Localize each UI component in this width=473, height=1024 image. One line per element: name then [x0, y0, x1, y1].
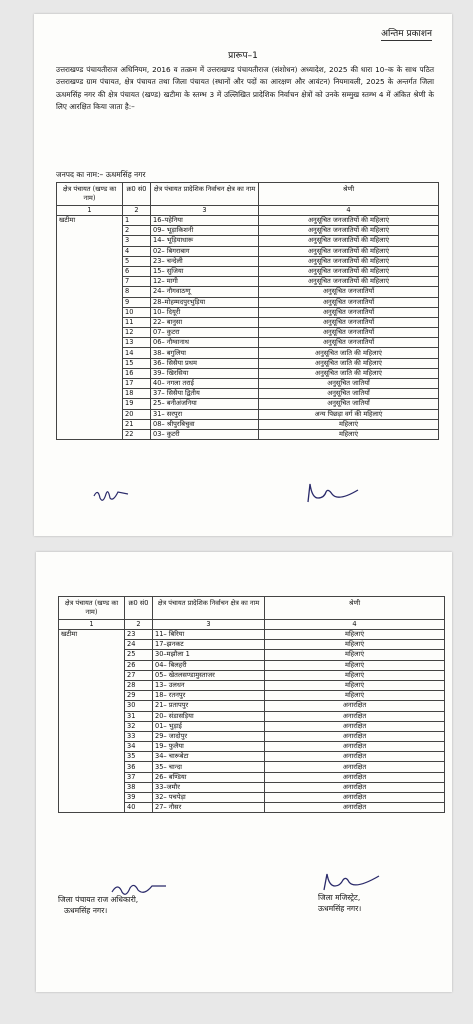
table-row	[57, 307, 439, 317]
table-row	[57, 277, 439, 287]
category-cell: अनारक्षित	[265, 803, 445, 813]
serial-cell: 22	[123, 429, 151, 439]
block-cell	[57, 307, 123, 317]
serial-cell: 15	[123, 358, 151, 368]
constituency-cell: 14– भूड़ियाधारू	[151, 236, 259, 246]
category-cell: अनुसूचित जनजातियों की महिलाएं	[259, 277, 439, 287]
col-number: 4	[259, 206, 439, 216]
constituency-cell: 03– कुटरी	[151, 429, 259, 439]
category-cell: अनारक्षित	[265, 701, 445, 711]
table-row	[59, 782, 445, 792]
table-row	[57, 236, 439, 246]
serial-cell: 24	[125, 640, 153, 650]
category-cell: अनारक्षित	[265, 793, 445, 803]
category-cell: महिलाएं	[265, 640, 445, 650]
right-signature-page-1	[302, 478, 362, 508]
constituency-cell: 30–मझौला 1	[153, 650, 265, 660]
col-number: 3	[153, 620, 265, 630]
table-row	[59, 752, 445, 762]
serial-cell: 37	[125, 772, 153, 782]
table-row	[57, 348, 439, 358]
block-cell	[59, 752, 125, 762]
serial-cell: 11	[123, 317, 151, 327]
constituency-cell: 35– चान्दा	[153, 762, 265, 772]
table-row	[57, 317, 439, 327]
block-cell	[57, 409, 123, 419]
serial-cell: 18	[123, 389, 151, 399]
category-cell: अनुसूचित जातियाँ	[259, 389, 439, 399]
header-serial: क्र0 सं0	[123, 183, 151, 206]
block-cell	[57, 419, 123, 429]
header-category: श्रेणी	[265, 597, 445, 620]
table-row	[59, 803, 445, 813]
category-cell: महिलाएं	[265, 670, 445, 680]
table-row	[59, 670, 445, 680]
table-row	[59, 772, 445, 782]
constituency-cell: 02– बिगराबाग	[151, 246, 259, 256]
category-cell: महिलाएं	[265, 660, 445, 670]
constituency-cell: 08– श्रीपुरबिचुवा	[151, 419, 259, 429]
category-cell: अनारक्षित	[265, 711, 445, 721]
serial-cell: 23	[125, 630, 153, 640]
category-cell: अनुसूचित जनजातियाँ	[259, 338, 439, 348]
serial-cell: 36	[125, 762, 153, 772]
col-number: 2	[123, 206, 151, 216]
table-row	[59, 793, 445, 803]
header-category: श्रेणी	[259, 183, 439, 206]
constituency-cell: 32– पचपेड़ा	[153, 793, 265, 803]
block-cell	[59, 803, 125, 813]
table-row	[57, 409, 439, 419]
officer-right-designation	[318, 892, 361, 914]
serial-cell: 35	[125, 752, 153, 762]
category-cell: अनुसूचित जनजातियाँ	[259, 287, 439, 297]
category-cell: अनुसूचित जातियाँ	[259, 379, 439, 389]
block-cell	[57, 256, 123, 266]
category-cell: महिलाएं	[265, 630, 445, 640]
serial-cell: 7	[123, 277, 151, 287]
category-cell: अनुसूचित जाति की महिलाएं	[259, 358, 439, 368]
constituency-cell: 29– जादोपुर	[153, 731, 265, 741]
block-cell	[57, 266, 123, 276]
table-row	[57, 389, 439, 399]
block-cell	[59, 762, 125, 772]
table-row	[57, 246, 439, 256]
block-cell	[59, 680, 125, 690]
serial-cell: 27	[125, 670, 153, 680]
block-cell	[59, 670, 125, 680]
table-row	[59, 650, 445, 660]
draft-title: प्रारूप–1	[228, 51, 258, 61]
constituency-cell: 17–झनकट	[153, 640, 265, 650]
serial-cell: 25	[125, 650, 153, 660]
block-cell	[57, 246, 123, 256]
constituency-cell: 12– मागी	[151, 277, 259, 287]
constituency-cell: 38– बगुलिया	[151, 348, 259, 358]
table-row	[59, 680, 445, 690]
constituency-cell: 25– बनीअंजनिया	[151, 399, 259, 409]
constituency-cell: 21– प्रतापपुर	[153, 701, 265, 711]
col-number: 4	[265, 620, 445, 630]
constituency-cell: 31– सरपुरा	[151, 409, 259, 419]
serial-cell: 38	[125, 782, 153, 792]
serial-cell: 34	[125, 742, 153, 752]
table-row	[57, 338, 439, 348]
category-cell: अनुसूचित जनजातियों की महिलाएं	[259, 226, 439, 236]
constituency-cell: 09– भूड़ाकिशनी	[151, 226, 259, 236]
serial-cell: 30	[125, 701, 153, 711]
table-row	[59, 711, 445, 721]
category-cell: महिलाएं	[265, 650, 445, 660]
constituency-cell: 16–पहेनिया	[151, 216, 259, 226]
block-cell	[57, 328, 123, 338]
table-row	[57, 429, 439, 439]
constituency-cell: 07– कुटरा	[151, 328, 259, 338]
table-row	[59, 701, 445, 711]
table-row	[57, 328, 439, 338]
table-header-row	[59, 597, 445, 620]
block-cell	[59, 782, 125, 792]
column-number-row	[57, 206, 439, 216]
officer-left-line2: ऊधमसिंह नगर।	[64, 906, 108, 915]
constituency-cell: 40– नगला तराई	[151, 379, 259, 389]
serial-cell: 12	[123, 328, 151, 338]
block-cell	[59, 701, 125, 711]
col-number: 1	[59, 620, 125, 630]
table-row	[57, 216, 439, 226]
serial-cell: 39	[125, 793, 153, 803]
serial-cell: 5	[123, 256, 151, 266]
block-cell	[59, 691, 125, 701]
col-number: 3	[151, 206, 259, 216]
district-label: जनपद का नाम:– ऊधमसिंह नगर	[56, 170, 146, 179]
table-row	[59, 762, 445, 772]
header-constituency: क्षेत्र पंचायत प्रादेशिक निर्वाचन क्षेत्र का नाम	[151, 183, 259, 206]
category-cell: महिलाएं	[259, 419, 439, 429]
left-signature-page-1	[92, 484, 132, 504]
table-body-page-1	[57, 216, 439, 440]
constituency-cell: 36– सिसैया प्रथम	[151, 358, 259, 368]
block-cell	[57, 348, 123, 358]
constituency-cell: 22– बानुसा	[151, 317, 259, 327]
category-cell: अनुसूचित जनजातियाँ	[259, 328, 439, 338]
category-cell: अनुसूचित जनजातियों की महिलाएं	[259, 256, 439, 266]
block-cell	[57, 368, 123, 378]
constituency-cell: 26– बण्डिया	[153, 772, 265, 782]
category-cell: अनुसूचित जनजातियाँ	[259, 297, 439, 307]
document-page-2	[36, 552, 452, 992]
constituency-cell: 37– सिसैया द्वितीय	[151, 389, 259, 399]
header-constituency: क्षेत्र पंचायत प्रादेशिक निर्वाचन क्षेत्र का नाम	[153, 597, 265, 620]
table-row	[59, 731, 445, 741]
block-cell	[59, 731, 125, 741]
table-row	[59, 721, 445, 731]
block-cell	[57, 287, 123, 297]
category-cell: महिलाएं	[265, 680, 445, 690]
constituency-cell: 24– नौगवाठग्गू	[151, 287, 259, 297]
serial-cell: 16	[123, 368, 151, 378]
reservation-table-page-2	[58, 596, 445, 813]
category-cell: अनारक्षित	[265, 742, 445, 752]
category-cell: अनुसूचित जातियाँ	[259, 399, 439, 409]
table-row	[57, 399, 439, 409]
category-cell: अनुसूचित जनजातियों की महिलाएं	[259, 236, 439, 246]
header-block: क्षेत्र पंचायत (खण्ड का नाम)	[57, 183, 123, 206]
constituency-cell: 23– चन्देली	[151, 256, 259, 266]
officer-right-line1: जिला मजिस्ट्रेट,	[318, 893, 361, 902]
category-cell: महिलाएं	[265, 691, 445, 701]
serial-cell: 31	[125, 711, 153, 721]
serial-cell: 3	[123, 236, 151, 246]
serial-cell: 33	[125, 731, 153, 741]
constituency-cell: 05– खेतलसण्डामुस्ताजर	[153, 670, 265, 680]
serial-cell: 26	[125, 660, 153, 670]
serial-cell: 6	[123, 266, 151, 276]
category-cell: अनारक्षित	[265, 731, 445, 741]
serial-cell: 4	[123, 246, 151, 256]
constituency-cell: 04– बिलहरी	[153, 660, 265, 670]
table-row	[59, 630, 445, 640]
serial-cell: 21	[123, 419, 151, 429]
block-cell	[59, 772, 125, 782]
officer-left-designation	[58, 894, 138, 916]
header-block: क्षेत्र पंचायत (खण्ड का नाम)	[59, 597, 125, 620]
block-cell	[59, 742, 125, 752]
category-cell: अनारक्षित	[265, 721, 445, 731]
constituency-cell: 39– खिरसिया	[151, 368, 259, 378]
document-page-1	[34, 14, 452, 536]
category-cell: अनुसूचित जनजातियाँ	[259, 317, 439, 327]
constituency-cell: 10– दियूरी	[151, 307, 259, 317]
constituency-cell: 18– रतनपुर	[153, 691, 265, 701]
category-cell: अनुसूचित जाति की महिलाएं	[259, 348, 439, 358]
block-cell	[57, 429, 123, 439]
constituency-cell: 19– फुलैया	[153, 742, 265, 752]
table-row	[57, 368, 439, 378]
col-number: 1	[57, 206, 123, 216]
header-serial: क्र0 सं0	[125, 597, 153, 620]
block-cell	[59, 793, 125, 803]
category-cell: अन्य पिछड़ा वर्ग की महिलाएं	[259, 409, 439, 419]
block-cell	[57, 338, 123, 348]
table-row	[59, 691, 445, 701]
category-cell: अनुसूचित जाति की महिलाएं	[259, 368, 439, 378]
block-cell	[57, 389, 123, 399]
table-row	[57, 419, 439, 429]
constituency-cell: 27– नौसर	[153, 803, 265, 813]
block-cell	[57, 399, 123, 409]
table-row	[57, 256, 439, 266]
serial-cell: 2	[123, 226, 151, 236]
block-cell	[59, 711, 125, 721]
serial-cell: 1	[123, 216, 151, 226]
block-cell	[59, 650, 125, 660]
constituency-cell: 01– भुड़ाई	[153, 721, 265, 731]
category-cell: अनारक्षित	[265, 762, 445, 772]
table-row	[59, 640, 445, 650]
final-publication-label: अन्तिम प्रकाशन	[381, 26, 432, 41]
table-row	[59, 660, 445, 670]
constituency-cell: 33–जमौर	[153, 782, 265, 792]
column-number-row	[59, 620, 445, 630]
serial-cell: 19	[123, 399, 151, 409]
table-row	[57, 226, 439, 236]
col-number: 2	[125, 620, 153, 630]
table-row	[59, 742, 445, 752]
table-row	[57, 297, 439, 307]
serial-cell: 20	[123, 409, 151, 419]
serial-cell: 14	[123, 348, 151, 358]
notice-paragraph: उत्तराखण्ड पंचायतीराज अधिनियम, 2016 व तत्क्रम में उत्तराखण्ड पंचायतीराज (संशोधन) अध्यादेश, 2025 की धारा 10–क के साथ पठित उत्तराखण्ड ग्राम पंचायत, क्षेत्र पंचायत तथा जिला पंचायत (स्थानों और पदों का आरक्षण और आवंटन) नियमावली, 2025 के अन्तर्गत जिला ऊधमसिंह नगर की क्षेत्र पंचायत (खण्ड) खटीमा के स्तम्भ 3 में उल्लिखित प्रादेशिक निर्वाचन क्षेत्रों को उनके सम्मुख स्तम्भ 4 में अंकित श्रेणी के लिए आरक्षित किया जाता है:–	[56, 65, 434, 111]
category-cell: अनारक्षित	[265, 782, 445, 792]
category-cell: अनुसूचित जनजातियों की महिलाएं	[259, 246, 439, 256]
block-cell	[57, 277, 123, 287]
category-cell: अनुसूचित जनजातियों की महिलाएं	[259, 216, 439, 226]
serial-cell: 9	[123, 297, 151, 307]
category-cell: अनारक्षित	[265, 772, 445, 782]
block-cell	[57, 358, 123, 368]
constituency-cell: 11– बिरिया	[153, 630, 265, 640]
block-cell	[57, 379, 123, 389]
serial-cell: 28	[125, 680, 153, 690]
serial-cell: 29	[125, 691, 153, 701]
table-row	[57, 266, 439, 276]
block-cell	[57, 236, 123, 246]
serial-cell: 32	[125, 721, 153, 731]
officer-right-line2: ऊधमसिंह नगर।	[318, 904, 362, 913]
constituency-cell: 34– चारूबेटा	[153, 752, 265, 762]
serial-cell: 13	[123, 338, 151, 348]
block-cell: खटीमा	[59, 630, 125, 640]
constituency-cell: 15– सुजिया	[151, 266, 259, 276]
table-row	[57, 379, 439, 389]
block-cell	[59, 721, 125, 731]
serial-cell: 8	[123, 287, 151, 297]
constituency-cell: 20– संडासड़िया	[153, 711, 265, 721]
serial-cell: 10	[123, 307, 151, 317]
block-cell	[57, 317, 123, 327]
category-cell: अनुसूचित जनजातियाँ	[259, 307, 439, 317]
table-body-page-2	[59, 630, 445, 813]
serial-cell: 40	[125, 803, 153, 813]
constituency-cell: 06– नौग्वानाथ	[151, 338, 259, 348]
constituency-cell: 13– उलधन	[153, 680, 265, 690]
right-signature-page-2	[320, 868, 382, 894]
category-cell: महिलाएं	[259, 429, 439, 439]
category-cell: अनारक्षित	[265, 752, 445, 762]
table-header-row	[57, 183, 439, 206]
block-cell	[59, 640, 125, 650]
block-cell: खटीमा	[57, 216, 123, 226]
table-row	[57, 287, 439, 297]
block-cell	[57, 297, 123, 307]
constituency-cell: 28–मोहम्मदपुरभुड़िया	[151, 297, 259, 307]
reservation-table-page-1	[56, 182, 439, 440]
table-row	[57, 358, 439, 368]
serial-cell: 17	[123, 379, 151, 389]
block-cell	[59, 660, 125, 670]
officer-left-line1: जिला पंचायत राज अधिकारी,	[58, 895, 139, 904]
block-cell	[57, 226, 123, 236]
category-cell: अनुसूचित जनजातियों की महिलाएं	[259, 266, 439, 276]
